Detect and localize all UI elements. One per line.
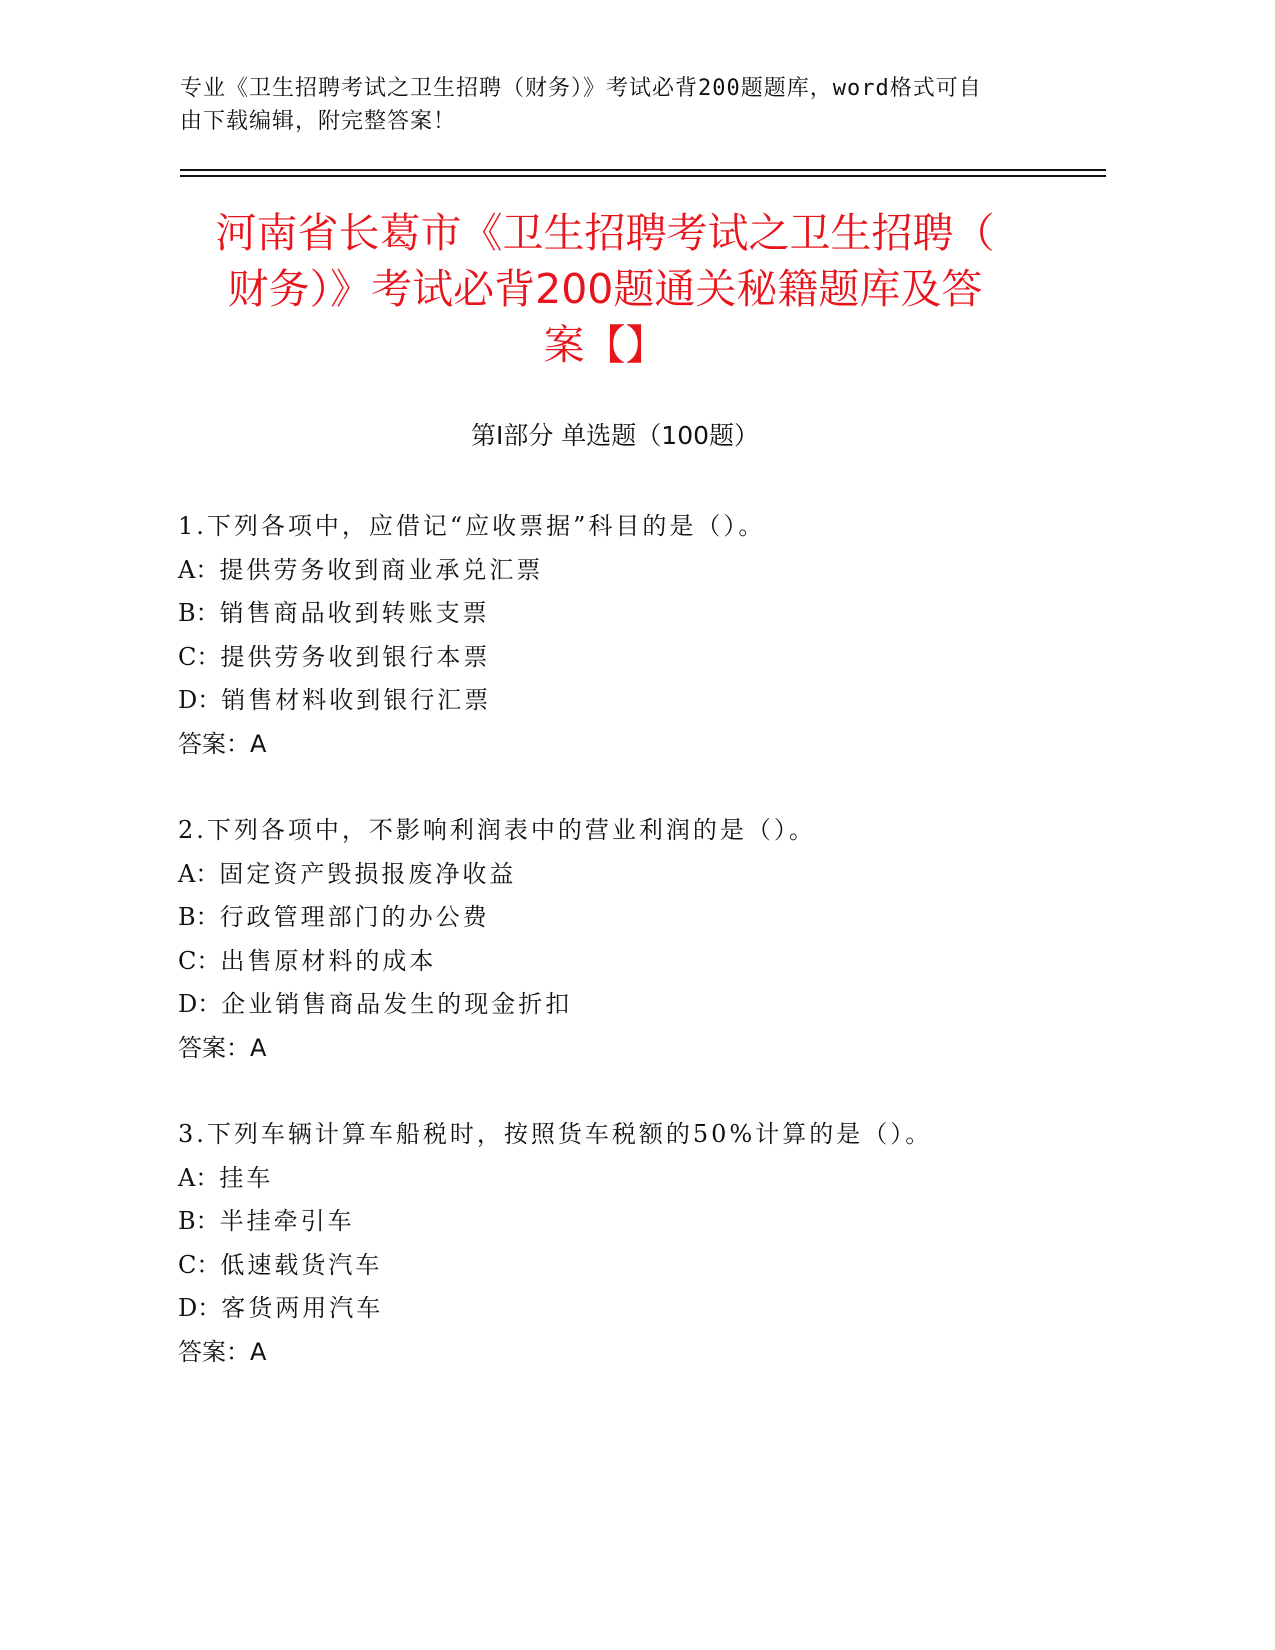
- option-d: [178, 1287, 1078, 1331]
- option-letter: D：: [178, 1294, 222, 1322]
- question-stem: 2.下列各项中，不影响利润表中的营业利润的是（）。: [178, 816, 816, 844]
- answer-line: [178, 1331, 1078, 1375]
- option-letter: A：: [178, 555, 220, 584]
- option-d: [178, 679, 1078, 723]
- header-note: [180, 72, 1060, 138]
- answer-label: 答案：: [178, 729, 250, 758]
- header-divider-bottom: [180, 175, 1106, 177]
- option-a: [178, 549, 1078, 593]
- option-letter: C：: [178, 946, 221, 975]
- header-divider-top: [180, 169, 1106, 171]
- option-text: 企业销售商品发生的现金折扣: [221, 990, 573, 1018]
- option-text: 低速载货汽车: [220, 1250, 383, 1279]
- option-letter: B：: [178, 599, 220, 627]
- answer-label: 答案：: [178, 1033, 250, 1062]
- answer-value: A: [250, 729, 267, 758]
- option-c: [178, 636, 1078, 680]
- document-title-line-1: 河南省长葛市《卫生招聘考试之卫生招聘（: [215, 209, 995, 257]
- option-a: [178, 1157, 1078, 1201]
- header-note-line-2: 由下载编辑，附完整答案！: [180, 109, 457, 134]
- answer-value: A: [250, 1033, 267, 1062]
- option-letter: A：: [178, 1163, 220, 1192]
- option-text: 半挂牵引车: [219, 1207, 355, 1235]
- option-letter: C：: [178, 1250, 221, 1279]
- question-stem: 1.下列各项中，应借记“应收票据”科目的是（）。: [178, 512, 766, 540]
- document-title-line-3: 案【】: [543, 321, 667, 369]
- option-text: 出售原材料的成本: [220, 946, 437, 975]
- option-a: [178, 853, 1078, 897]
- option-text: 挂车: [219, 1163, 274, 1192]
- option-text: 行政管理部门的办公费: [219, 903, 490, 931]
- question-3: [178, 1113, 1078, 1374]
- option-b: [178, 592, 1078, 636]
- document-title: [170, 205, 1040, 373]
- header-note-line-1: 专业《卫生招聘考试之卫生招聘（财务）》考试必背200题题库，word格式可自: [180, 76, 982, 101]
- option-letter: A：: [178, 859, 220, 888]
- option-b: [178, 896, 1078, 940]
- option-letter: D：: [178, 686, 222, 714]
- answer-label: 答案：: [178, 1337, 250, 1366]
- option-text: 客货两用汽车: [221, 1294, 384, 1322]
- option-letter: C：: [178, 642, 221, 671]
- option-c: [178, 1244, 1078, 1288]
- option-text: 固定资产毁损报废净收益: [219, 859, 517, 888]
- document-title-line-2: 财务）》考试必背200题通关秘籍题库及答: [227, 265, 983, 313]
- option-text: 销售商品收到转账支票: [219, 599, 490, 627]
- answer-line: [178, 723, 1078, 767]
- option-letter: B：: [178, 1207, 220, 1235]
- option-text: 提供劳务收到银行本票: [220, 642, 491, 671]
- option-text: 提供劳务收到商业承兑汇票: [219, 555, 544, 584]
- option-d: [178, 983, 1078, 1027]
- question-list: [178, 505, 1078, 1417]
- section-heading: 第I部分 单选题（100题）: [470, 421, 760, 450]
- option-c: [178, 940, 1078, 984]
- answer-value: A: [250, 1337, 267, 1366]
- question-stem: 3.下列车辆计算车船税时，按照货车税额的50%计算的是（）。: [178, 1120, 933, 1148]
- option-b: [178, 1200, 1078, 1244]
- answer-line: [178, 1027, 1078, 1071]
- question-1: [178, 505, 1078, 766]
- question-2: [178, 809, 1078, 1070]
- option-text: 销售材料收到银行汇票: [221, 686, 492, 714]
- option-letter: D：: [178, 990, 222, 1018]
- option-letter: B：: [178, 903, 220, 931]
